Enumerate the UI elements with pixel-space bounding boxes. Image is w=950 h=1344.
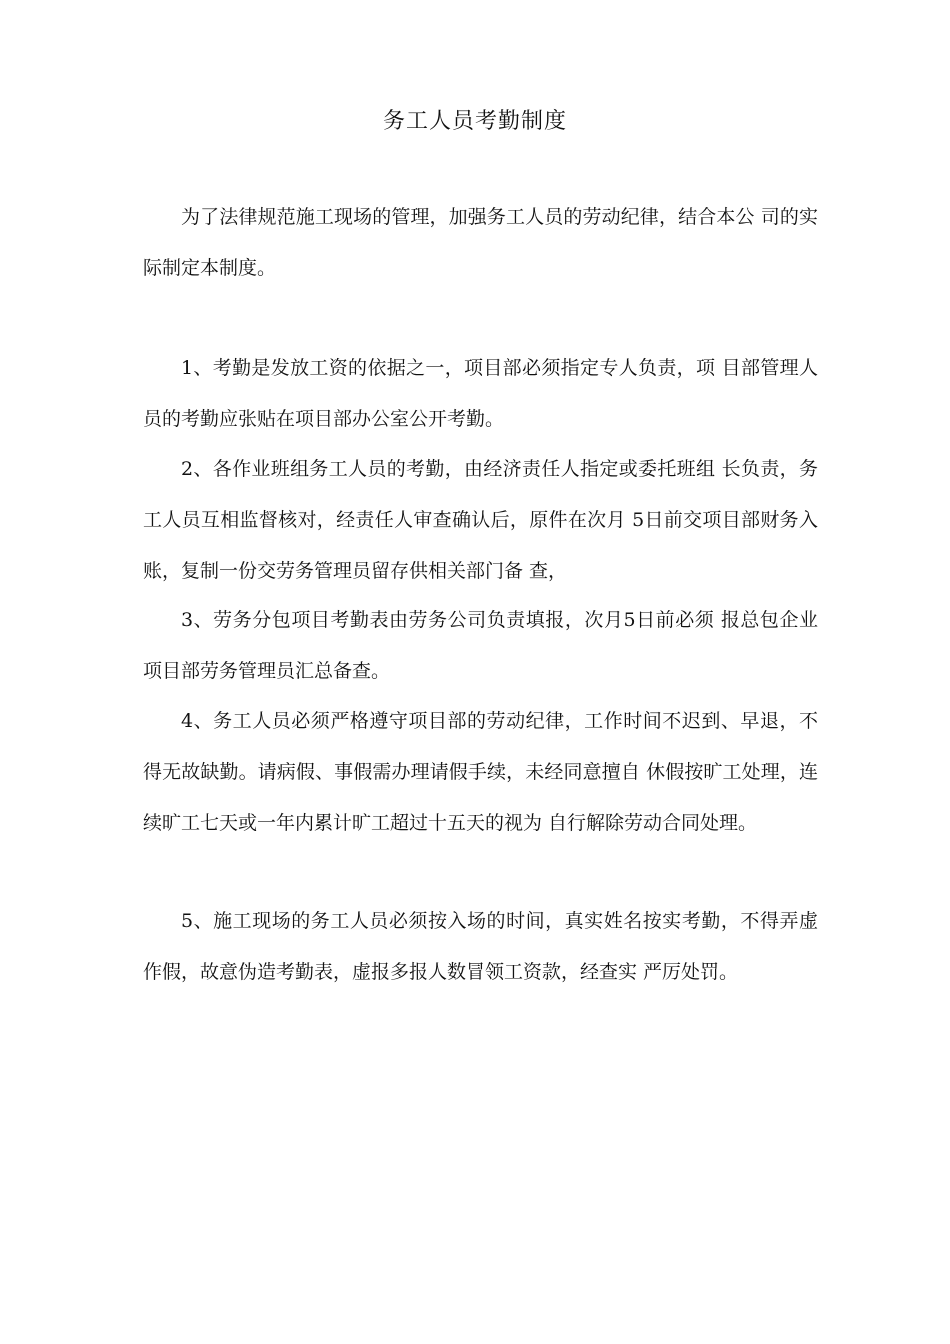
- rule-item-5: 5、施工现场的务工人员必须按入场的时间，真实姓名按实考勤，不得弄虚作假，故意伪造考勤表，虚报多报人数冒领工资款，经查实 严厉处罚。: [143, 910, 818, 983]
- rule-item-3: 3、劳务分包项目考勤表由劳务公司负责填报，次月5日前必须 报总包企业项目部劳务管理员汇总备查。: [143, 609, 818, 682]
- intro-paragraph: 为了法律规范施工现场的管理，加强务工人员的劳动纪律，结合本公 司的实际制定本制度。: [143, 206, 818, 279]
- rule-item-4: 4、务工人员必须严格遵守项目部的劳动纪律，工作时间不迟到、早退，不得无故缺勤。请病假、事假需办理请假手续，未经同意擅自 休假按旷工处理，连续旷工七天或一年内累计旷工超过十五天的视为 自行解除劳动合同处理。: [143, 710, 818, 834]
- document-title: 务工人员考勤制度: [382, 109, 567, 134]
- rule-item-2: 2、各作业班组务工人员的考勤，由经济责任人指定或委托班组 长负责，务工人员互相监督核对，经责任人审查确认后，原件在次月 5日前交项目部财务入账，复制一份交劳务管理员留存供相关部门备 查，: [143, 458, 818, 582]
- rule-item-1: 1、考勤是发放工资的依据之一，项目部必须指定专人负责，项 目部管理人员的考勤应张贴在项目部办公室公开考勤。: [143, 357, 818, 430]
